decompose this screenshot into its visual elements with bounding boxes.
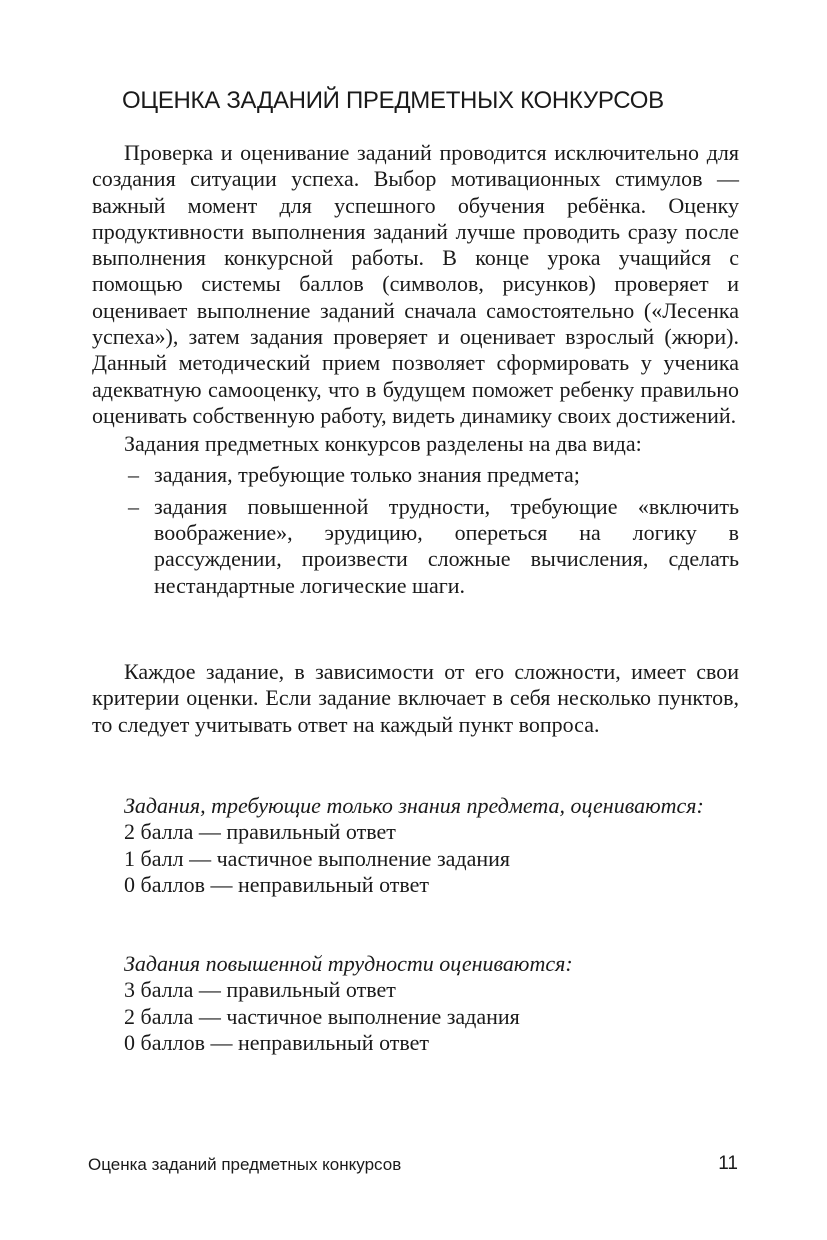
section-heading: ОЦЕНКА ЗАДАНИЙ ПРЕДМЕТНЫХ КОНКУРСОВ — [122, 87, 664, 114]
task-types-intro: Задания предметных конкурсов разделены на два вида: — [124, 431, 642, 457]
advanced-scoring-block — [92, 951, 739, 1056]
paragraph-criteria: Каждое задание, в зависимости от его сложности, имеет свои критерии оценки. Если задание включает в себя несколько пунктов, то следует учитывать ответ на каждый пункт вопроса. — [92, 659, 739, 737]
running-footer-title: Оценка заданий предметных конкурсов — [88, 1155, 402, 1174]
list-item — [92, 494, 739, 599]
page-number: 11 — [718, 1153, 738, 1174]
list-item — [92, 462, 739, 488]
score-line: 2 балла — частичное выполнение задания — [124, 1003, 520, 1029]
score-line: 2 балла — правильный ответ — [124, 819, 396, 845]
criteria-block — [92, 659, 739, 738]
advanced-scoring-title: Задания повышенной трудности оцениваются: — [124, 951, 573, 976]
score-line: 0 баллов — неправильный ответ — [124, 1029, 430, 1055]
list-dash: – — [128, 493, 139, 519]
score-line: 3 балла — правильный ответ — [124, 977, 396, 1003]
main-text-block — [92, 140, 739, 599]
score-line: 0 баллов — неправильный ответ — [124, 871, 430, 897]
basic-scoring-block — [92, 793, 739, 898]
list-item-text: задания повышенной трудности, требующие «включить воображение», эрудицию, опереться на логику в рассуждении, произвести сложные вычисления, сделать нестандартные логические шаги. — [154, 493, 739, 598]
list-dash: – — [128, 461, 139, 487]
task-types-list — [92, 462, 739, 599]
list-item-text: задания, требующие только знания предмета; — [154, 461, 580, 487]
score-line: 1 балл — частичное выполнение задания — [124, 845, 511, 871]
basic-scoring-title: Задания, требующие только знания предмета, оцениваются: — [124, 793, 704, 818]
paragraph-evaluation-purpose: Проверка и оценивание заданий проводится исключительно для создания ситуации успеха. Выбор мотивационных стимулов — важный момент для успешного обучения ребёнка. Оценку продуктивности выполнения заданий лучше проводить сразу после выполнения конкурсной работы. В конце урока учащийся с помощью системы баллов (символов, рисунков) проверяет и оценивает выполнение заданий сначала самостоятельно («Лесенка успеха»), затем задания проверяет и оценивает взрослый (жюри). Данный методический прием позволяет сформировать у ученика адекватную самооценку, что в будущем поможет ребенку правильно оценивать собственную работу, видеть динамику своих достижений. — [92, 140, 739, 428]
